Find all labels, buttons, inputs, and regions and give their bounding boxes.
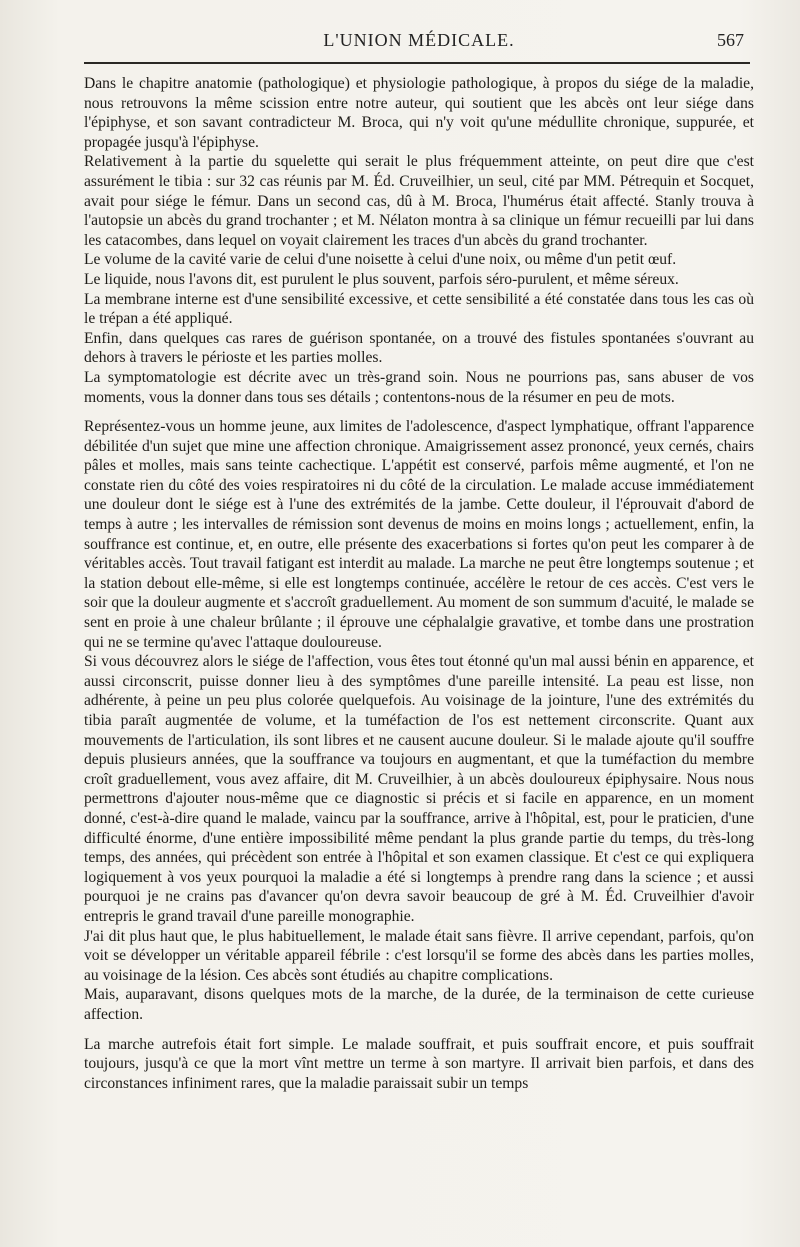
page-number: 567 [717,30,744,50]
running-title: L'UNION MÉDICALE. [323,30,515,50]
paragraph-tibia: Relativement à la partie du squelette qui serait le plus fréquemment atteinte, on peut dire que c'est assurément le tibia : sur 32 cas réunis par M. Éd. Cruveilhier, un seul, cité par MM. Pétrequin et Socquet, avait pour siége le fémur. Dans un second cas, dû à M. Broca, l'humérus était affecté. Stanly trouva à l'autopsie un abcès du grand trochanter ; et M. Nélaton montra à sa clinique un fémur recueilli par lui dans les catacombes, dans lequel on voyait clairement les traces d'un abcès du grand trochanter. [84,153,754,249]
header-rule [84,62,750,64]
paragraph-fievre: J'ai dit plus haut que, le plus habituellement, le malade était sans fièvre. Il arrive cependant, parfois, qu'on voit se développer un véritable appareil fébrile : c'est lorsqu'il se forme des abcès dans les parties molles, au voisinage de la lésion. Ces abcès sont étudiés au chapitre complications. [84,927,754,984]
paragraph-diagnostic: Si vous découvrez alors le siége de l'affection, vous êtes tout étonné qu'un mal aussi bénin en apparence, et aussi circonscrit, puisse donner lieu à des symptômes d'une pareille intensité. La peau est lisse, non adhérente, à peine un peu plus colorée quelquefois. Au voisinage de la jointure, l'une des extrémités du tibia paraît augmentée de volume, et la tuméfaction de l'os est nettement circonscrite. Quant aux mouvements de l'articulation, ils sont libres et ne causent aucune douleur. Si le malade ajoute qu'il souffre depuis plusieurs années, que la souffrance va toujours en augmentant, et que la tuméfaction du membre croît graduellement, vous avez affaire, dit M. Cruveilhier, à un abcès douloureux épiphysaire. Nous nous permettrons d'ajouter nous-même que ce diagnostic si précis et si facile en apparence, en un moment donné, c'est-à-dire quand le malade, vaincu par la souffrance, arrive à l'hôpital, est, pour le praticien, d'une difficulté énorme, d'une entière impossibilité même pendant la plus grande partie du temps, du très-long temps, des années, qui précèdent son entrée à l'hôpital et son examen classique. Et c'est ce qui expliquera logiquement à vos yeux pourquoi la maladie a été si longtemps à prendre rang dans la science ; et aussi pourquoi je ne crains pas d'avancer qu'on devra savoir beaucoup de gré à M. Éd. Cruveilhier d'avoir entrepris le grand travail d'une pareille monographie. [84,653,754,925]
paragraph-volume: Le volume de la cavité varie de celui d'une noisette à celui d'une noix, ou même d'un petit œuf. [84,251,677,269]
paragraph-membrane: La membrane interne est d'une sensibilité excessive, et cette sensibilité a été constatée dans tous les cas où le trépan a été appliqué. [84,290,754,328]
paragraph-siege: Dans le chapitre anatomie (pathologique) et physiologie pathologique, à propos du siége de la maladie, nous retrouvons la même scission entre notre auteur, qui soutient que les abcès ont leur siége dans l'épiphyse, et son savant contradicteur M. Broca, qui n'y voit qu'une médullite chronique, suppurée, et propagée jusqu'à l'épiphyse. [84,75,754,151]
paragraph-symptomatologie: La symptomatologie est décrite avec un très-grand soin. Nous ne pourrions pas, sans abuser de vos moments, vous la donner dans tous ses détails ; contentons-nous de la résumer en peu de mots. [84,368,754,406]
paragraph-marche-intro: Mais, auparavant, disons quelques mots de la marche, de la durée, de la terminaison de cette curieuse affection. [84,986,754,1023]
paragraph-liquide: Le liquide, nous l'avons dit, est purulent le plus souvent, parfois séro-purulent, et même séreux. [84,270,679,288]
paragraph-marche: La marche autrefois était fort simple. Le malade souffrait, et puis souffrait encore, et puis souffrait toujours, jusqu'à ce que la mort vînt mettre un terme à son martyre. Il arrivait bien parfois, et dans des circonstances infiniment rares, que la maladie paraissait subir un temps [84,1035,754,1092]
paragraph-fistules: Enfin, dans quelques cas rares de guérison spontanée, on a trouvé des fistules spontanées s'ouvrant au dehors à travers le périoste et les parties molles. [84,329,754,367]
article-body [84,74,754,1093]
page-header [84,26,754,56]
paragraph-description-malade: Représentez-vous un homme jeune, aux limites de l'adolescence, d'aspect lymphatique, offrant l'apparence débilitée d'un sujet que mine une affection chronique. Amaigrissement assez prononcé, yeux cernés, chairs pâles et molles, mais sans teinte cachectique. L'appétit est conservé, parfois même augmenté, et l'on ne constate rien du côté des voies respiratoires ni du côté de la circulation. Le malade accuse immédiatement une douleur dont le siége est à l'une des extrémités de la jambe. Cette douleur, il l'éprouvait d'abord de temps à autre ; les intervalles de rémission sont devenus de moins en moins longs ; actuellement, enfin, la souffrance est continue, et, en outre, elle présente des exacerbations si fortes qu'on peut les comparer à de véritables accès. Tout travail fatigant est interdit au malade. La marche ne peut être longtemps soutenue ; et la station debout elle-même, si elle est longtemps continuée, accélère le retour de ces accès. C'est vers le soir que la douleur augmente et s'accroît graduellement. Au moment de son summum d'acuité, le malade se sent en proie à une chaleur brûlante ; il éprouve une céphalalgie gravative, et tombe dans une prostration qui ne se termine qu'avec l'attaque douloureuse. [84,418,754,651]
